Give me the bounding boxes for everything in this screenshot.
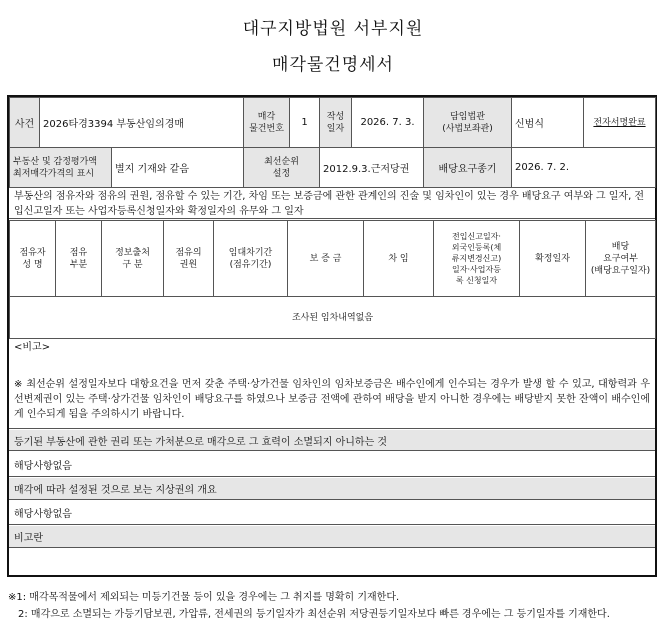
remarks-label: <비고> xyxy=(14,342,51,353)
judge-label: 담임법관 (사법보좌관) xyxy=(424,98,512,148)
deadline-value: 2026. 7. 2. xyxy=(512,148,656,188)
col-title: 점유의 권원 xyxy=(164,221,214,297)
lien-label: 최선순위 설정 xyxy=(244,148,320,188)
lien-value: 2012.9.3.근저당권 xyxy=(320,148,424,188)
col-lease-period: 임대차기간 (점유기간) xyxy=(214,221,288,297)
footnote-1: ※1: 매각목적물에서 제외되는 미등기건물 등이 있을 경우에는 그 취지를 명확히 기재한다. xyxy=(8,592,400,603)
remarks-warning: ※ 최선순위 설정일자보다 대항요건을 먼저 갖춘 주택·상가건물 임차인의 임차보증금은 배수인에게 인수되는 경우가 발생 할 수 있고, 대항력과 우선변제권이 있는 주택·상가건물 임차인이 배당요구를 하였으나 보증금 전액에 관하여 배당을 받지 아니한 경우에는 배당받지 못한 잔액이 배수인에게 인수되게 됨을 주의하시기 바랍니다. xyxy=(9,377,655,429)
case-number: 2026타경3394 부동산임의경매 xyxy=(40,98,244,148)
document-frame xyxy=(7,95,657,577)
tenant-header-row xyxy=(10,221,656,297)
occupancy-note: 부동산의 점유자와 점유의 권원, 점유할 수 있는 기간, 차임 또는 보증금에 관한 관계인의 진술 및 임차인이 있는 경우 배당요구 여부와 그 일자, 전입신고일자 또는 사업자등록신청일자와 확정일자의 유무와 그 일자 xyxy=(9,189,655,219)
col-dividend-request: 배당 요구여부 (배당요구일자) xyxy=(586,221,656,297)
document-title: 매각물건명세서 xyxy=(272,55,394,75)
court-name: 대구지방법원 서부지원 xyxy=(242,19,424,39)
tenant-table xyxy=(9,220,656,339)
col-source: 정보출처 구 분 xyxy=(102,221,164,297)
superficies-heading: 매각에 따라 설정된 것으로 보는 지상권의 개요 xyxy=(9,478,655,500)
sale-number: 1 xyxy=(290,98,320,148)
tenant-empty-message: 조사된 임차내역없음 xyxy=(10,297,656,339)
remarks-field-heading: 비고란 xyxy=(9,526,655,548)
unextinguished-rights-value: 해당사항없음 xyxy=(9,452,655,477)
col-rent: 차 임 xyxy=(364,221,434,297)
tenant-empty-row xyxy=(10,297,656,339)
property-label: 부동산 및 감정평가액 최저매각가격의 표시 xyxy=(10,148,112,188)
col-deposit: 보 증 금 xyxy=(288,221,364,297)
footnote-2: 2: 매각으로 소멸되는 가등기담보권, 가압류, 전세권의 등기일자가 최선순위 저당권등기일자보다 빠른 경우에는 그 등기일자를 기재한다. xyxy=(18,609,610,620)
col-fixed-date: 확정일자 xyxy=(520,221,586,297)
col-registration-date: 전입신고일자· 외국인등록(체 류지변경신고) 일자·사업자등 록 신청일자 xyxy=(434,221,520,297)
written-date: 2026. 7. 3. xyxy=(352,98,424,148)
remarks-field-value xyxy=(9,549,655,575)
property-value: 별지 기재와 같음 xyxy=(112,148,244,188)
deadline-label: 배당요구종기 xyxy=(424,148,512,188)
case-label: 사건 xyxy=(10,98,40,148)
superficies-value: 해당사항없음 xyxy=(9,501,655,525)
col-occupied-part: 점유 부분 xyxy=(56,221,102,297)
case-info-table xyxy=(9,97,656,188)
unextinguished-rights-heading: 등기된 부동산에 관한 권리 또는 가처분으로 매각으로 그 효력이 소멸되지 아니하는 것 xyxy=(9,430,655,451)
col-occupant: 점유자 성 명 xyxy=(10,221,56,297)
judge-name: 신범식 xyxy=(512,98,584,148)
date-label: 작성 일자 xyxy=(320,98,352,148)
signature-status: 전자서명완료 xyxy=(584,98,656,148)
sale-number-label: 매각 물건번호 xyxy=(244,98,290,148)
